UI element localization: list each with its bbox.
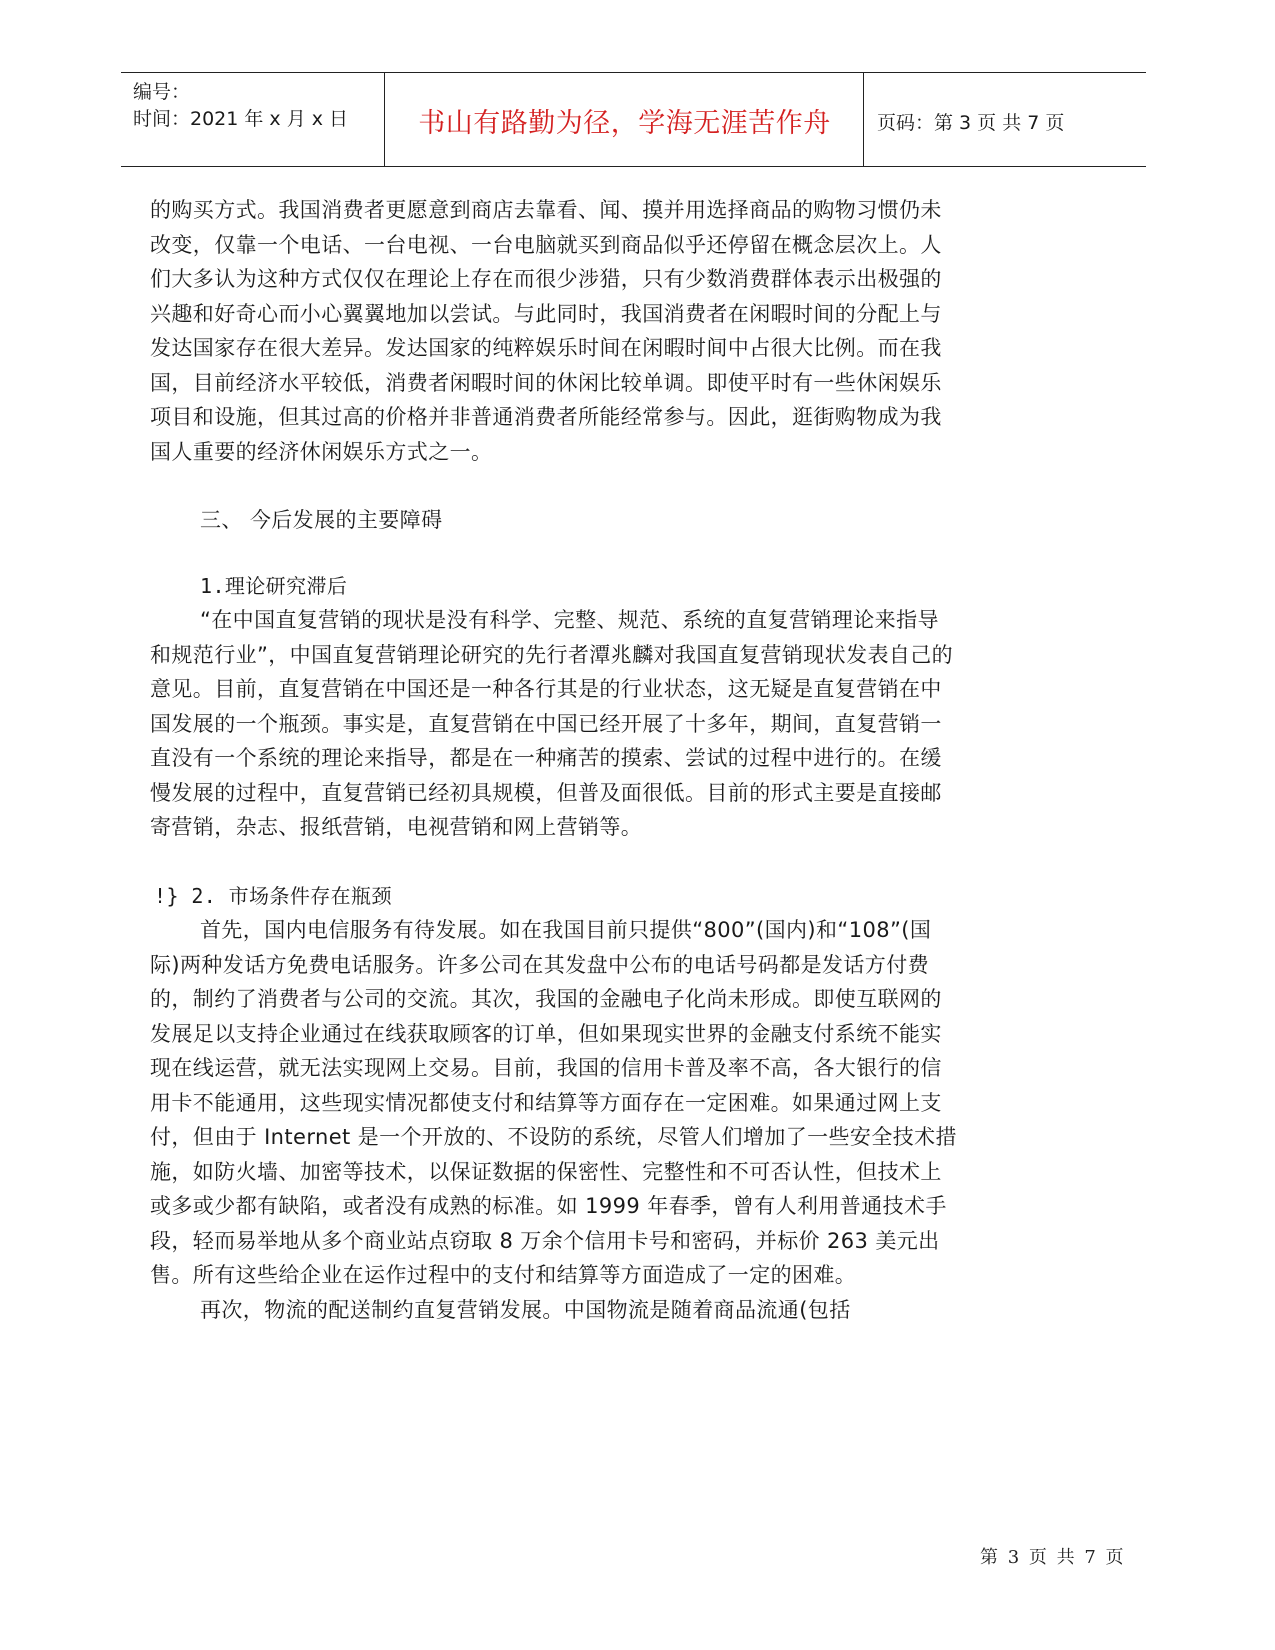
subsection-heading: 1.理论研究滞后 bbox=[200, 573, 348, 598]
header-meta bbox=[133, 79, 348, 133]
document-body bbox=[150, 193, 958, 1327]
header-page-number: 页码：第 3 页 共 7 页 bbox=[877, 112, 1065, 134]
header-divider bbox=[384, 73, 385, 166]
section-heading: 三、 今后发展的主要障碍 bbox=[200, 508, 443, 532]
paragraph: 的购买方式。我国消费者更愿意到商店去靠看、闻、摸并用选择商品的购物习惯仍未改变，仅靠一个电话、一台电视、一台电脑就买到商品似乎还停留在概念层次上。人们大多认为这种方式仅仅在理论上存在而很少涉猎，只有少数消费群体表示出极强的兴趣和好奇心而小心翼翼地加以尝试。与此同时，我国消费者在闲暇时间的分配上与发达国家存在很大差异。发达国家的纯粹娱乐时间在闲暇时间中占很大比例。而在我国，目前经济水平较低，消费者闲暇时间的休闲比较单调。即使平时有一些休闲娱乐项目和设施，但其过高的价格并非普通消费者所能经常参与。因此，逛街购物成为我国人重要的经济休闲娱乐方式之一。 bbox=[150, 198, 942, 464]
number-label: 编号： bbox=[133, 81, 191, 103]
header-divider bbox=[863, 73, 864, 166]
paragraph: 再次，物流的配送制约直复营销发展。中国物流是随着商品流通(包括 bbox=[200, 1297, 851, 1322]
time-label: 时间：2021 年 x 月 x 日 bbox=[133, 108, 349, 130]
paragraph: “在中国直复营销的现状是没有科学、完整、规范、系统的直复营销理论来指导和规范行业”，中国直复营销理论研究的先行者潭兆麟对我国直复营销现状发表自己的意见。目前，直复营销在中国还是一种各行其是的行业状态，这无疑是直复营销在中国发展的一个瓶颈。事实是，直复营销在中国已经开展了十多年，期间，直复营销一直没有一个系统的理论来指导，都是在一种痛苦的摸索、尝试的过程中进行的。在缓慢发展的过程中，直复营销已经初具规模，但普及面很低。目前的形式主要是直接邮寄营销，杂志、报纸营销，电视营销和网上营销等。 bbox=[150, 608, 954, 839]
subsection-heading: !} 2. 市场条件存在瓶颈 bbox=[154, 883, 392, 908]
page-footer: 第 3 页 共 7 页 bbox=[980, 1547, 1126, 1568]
document-header bbox=[121, 72, 1146, 167]
paragraph: 首先，国内电信服务有待发展。如在我国目前只提供“800”(国内)和“108”(国际)两种发话方免费电话服务。许多公司在其发盘中公布的电话号码都是发话方付费的，制约了消费者与公司的交流。其次，我国的金融电子化尚未形成。即使互联网的发展足以支持企业通过在线获取顾客的订单，但如果现实世界的金融支付系统不能实现在线运营，就无法实现网上交易。目前，我国的信用卡普及率不高，各大银行的信用卡不能通用，这些现实情况都使支付和结算等方面存在一定困难。如果通过网上支付，但由于 Internet 是一个开放的、不设防的系统，尽管人们增加了一些安全技术措施，如防火墙、加密等技术，以保证数据的保密性、完整性和不可否认性，但技术上或多或少都有缺陷，或者没有成熟的标准。如 1999 年春季，曾有人利用普通技术手段，轻而易举地从多个商业站点窃取 8 万余个信用卡号和密码，并标价 263 美元出售。所有这些给企业在运作过程中的支付和结算等方面造成了一定的困难。 bbox=[150, 918, 957, 1287]
header-motto: 书山有路勤为径，学海无涯苦作舟 bbox=[418, 108, 831, 139]
